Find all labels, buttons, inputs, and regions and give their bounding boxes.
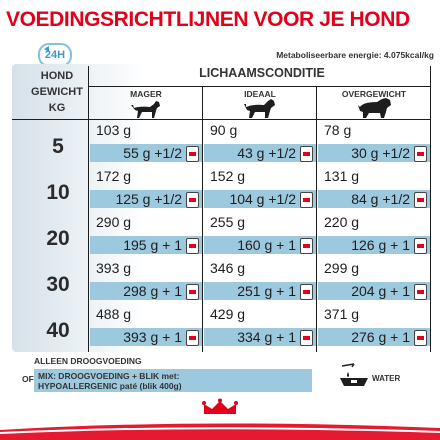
crown-logo-icon [200, 398, 240, 418]
timer-badge-label: 24H [44, 49, 66, 61]
dry-only-cell: 220 g [324, 214, 360, 230]
dry-only-cell: 255 g [210, 214, 246, 230]
mix-cell: 104 g +1/2 [229, 191, 296, 207]
can-icon [300, 330, 313, 346]
can-icon [186, 238, 199, 254]
dry-only-cell: 299 g [324, 260, 360, 276]
weight-header-line-2: GEWICHT [31, 86, 83, 98]
dry-only-cell: 172 g [96, 168, 132, 184]
dry-only-cell: 393 g [96, 260, 132, 276]
thin-dog-icon [130, 99, 162, 119]
can-icon [186, 192, 199, 208]
legend-dry-only: ALLEEN DROOGVOEDING [34, 356, 142, 366]
energy-note: Metaboliseerbare energie: 4.075kcal/kg [276, 50, 434, 60]
dry-only-cell: 488 g [96, 306, 132, 322]
can-icon [414, 238, 427, 254]
overweight-dog-icon [357, 97, 393, 119]
legend-mix-line-1: MIX: DROOGVOEDING + BLIK met: [38, 371, 180, 381]
legend-or: OF [22, 374, 34, 384]
mix-cell: 160 g + 1 [237, 237, 296, 253]
mix-cell: 84 g +1/2 [351, 191, 410, 207]
legend-mix [34, 369, 312, 392]
can-icon [186, 330, 199, 346]
water-label: WATER [372, 374, 401, 383]
can-icon [186, 146, 199, 162]
weight-header [28, 68, 86, 116]
column-header-ideaal: IDEAAL [244, 89, 276, 99]
mix-cell: 125 g +1/2 [115, 191, 182, 207]
page-title: VOEDINGSRICHTLIJNEN VOOR JE HOND [6, 8, 410, 31]
mix-cell: 334 g + 1 [237, 329, 296, 345]
weight-cell: 10 [46, 181, 70, 204]
can-icon [300, 284, 313, 300]
weight-cell: 30 [46, 273, 70, 296]
condition-header: LICHAAMSCONDITIE [199, 66, 325, 80]
can-icon [300, 238, 313, 254]
weight-cell: 5 [52, 135, 64, 158]
dry-only-cell: 78 g [324, 122, 352, 138]
mix-cell: 55 g +1/2 [123, 145, 182, 161]
can-icon [186, 284, 199, 300]
weight-cell: 20 [46, 227, 70, 250]
mix-cell: 195 g + 1 [123, 237, 182, 253]
can-icon [300, 146, 313, 162]
legend-mix-line-2: HYPOALLERGENIC paté (blik 400g) [38, 381, 182, 391]
dry-only-cell: 290 g [96, 214, 132, 230]
dry-only-cell: 131 g [324, 168, 360, 184]
mix-cell: 251 g + 1 [237, 283, 296, 299]
column-header-mager: MAGER [130, 89, 162, 99]
can-icon [414, 330, 427, 346]
can-icon [414, 146, 427, 162]
mix-cell: 393 g + 1 [123, 329, 182, 345]
mix-cell: 298 g + 1 [123, 283, 182, 299]
weight-header-line-3: KG [48, 102, 66, 114]
weight-cell: 40 [46, 319, 70, 342]
can-icon [300, 192, 313, 208]
water-bowl-icon [338, 362, 370, 388]
dry-only-cell: 429 g [210, 306, 246, 322]
column-header-overgewicht: OVERGEWICHT [341, 89, 407, 99]
dry-only-cell: 103 g [96, 122, 132, 138]
mix-cell: 126 g + 1 [351, 237, 410, 253]
dry-only-cell: 152 g [210, 168, 246, 184]
can-icon [414, 284, 427, 300]
mix-cell: 43 g +1/2 [237, 145, 296, 161]
can-icon [414, 192, 427, 208]
mix-cell: 276 g + 1 [351, 329, 410, 345]
dry-only-cell: 371 g [324, 306, 360, 322]
mix-cell: 30 g +1/2 [351, 145, 410, 161]
ideal-dog-icon [243, 98, 277, 119]
dry-only-cell: 90 g [210, 122, 238, 138]
weight-header-line-1: HOND [40, 70, 74, 82]
dry-only-cell: 346 g [210, 260, 246, 276]
mix-cell: 204 g + 1 [351, 283, 410, 299]
